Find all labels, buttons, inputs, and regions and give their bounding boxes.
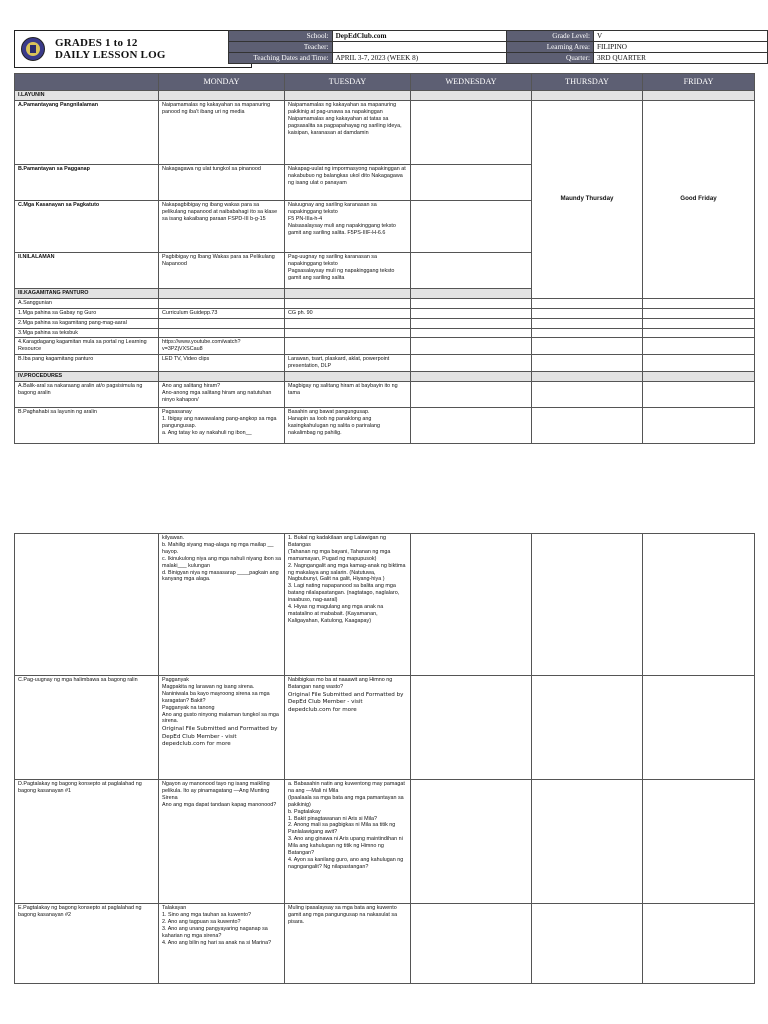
header-info-table bbox=[228, 30, 768, 64]
cell-wednesday bbox=[411, 200, 532, 252]
row-pamantayang-pangnilalaman bbox=[15, 100, 755, 164]
cell-tuesday: Basahin ang bawat pangungusap. Hanapin sa loob ng panaklong ang kasingkahulugan ng salita o pariralang nakalimbag ng pahilig. bbox=[285, 407, 411, 443]
dates-value: APRIL 3-7, 2023 (WEEK 8) bbox=[332, 53, 506, 64]
cell-wednesday bbox=[411, 164, 532, 200]
cell-tuesday: Naipamamalas ng kakayahan sa mapanuring pakikinig at pag-unawa sa napakinggan Naipamamalas ang kakayahan at tatas sa pagsasalita sa pagpapahayag ng sariling ideya, kaisipan, karanasan at damdamin bbox=[285, 100, 411, 164]
row-pagtalakay-2 bbox=[15, 904, 755, 984]
row-teksbuk: 3.Mga pahina sa teksbuk bbox=[15, 328, 755, 338]
row-paghahabi-continued bbox=[15, 534, 755, 676]
row-sanggunian: A.Sanggunian bbox=[15, 298, 755, 308]
area-label: Learning Area: bbox=[506, 42, 593, 53]
row-label: E.Pagtalakay ng bagong konsepto at paglalahad ng bagong kasanayan #2 bbox=[15, 904, 159, 984]
row-label: A.Pamantayang Pangnilalaman bbox=[15, 100, 159, 164]
corner-cell bbox=[15, 74, 159, 91]
day-monday: MONDAY bbox=[159, 74, 285, 91]
row-pag-uugnay bbox=[15, 676, 755, 780]
cell-tuesday: Muling ipasalaysay sa mga bata ang kuwento gamit ang mga pangungusap na nakasulat sa pisara. bbox=[285, 904, 411, 984]
row-label: B.Pamantayan sa Pagganap bbox=[15, 164, 159, 200]
cell-monday: Talakayan 1. Sino ang mga tauhan sa kuwento? 2. Ano ang tagpuan sa kuwento? 3. Ano ang unang pangyayaring naganap sa kaharian ng mga sirena? 4. Ano ang bilin ng hari sa anak na si Marina? bbox=[159, 904, 285, 984]
dates-label: Teaching Dates and Time: bbox=[229, 53, 333, 64]
cell-tuesday: Nakapag-uulat ng impormasyong napakinggan at nakabubuo ng balangkas ukol dito Nakagagawa ng isang ulat o panayam bbox=[285, 164, 411, 200]
row-balik-aral: A.Balik-aral sa nakaraang aralin at/o pagsisimula ng bagong aralin Ano ang salitang hiram? Ano-anong mga salitang hiram ang natutuhan ninyo kahapon/ Magbigay ng salitang hiram at baybayin ito ng tama bbox=[15, 381, 755, 407]
lesson-log-page-1 bbox=[0, 0, 768, 488]
row-label bbox=[15, 534, 159, 676]
day-tuesday: TUESDAY bbox=[285, 74, 411, 91]
quarter-value: 3RD QUARTER bbox=[594, 53, 768, 64]
row-pagtalakay-1 bbox=[15, 780, 755, 904]
area-value: FILIPINO bbox=[594, 42, 768, 53]
cell-tuesday: Magbigay ng salitang hiram at baybayin ito ng tama bbox=[285, 381, 411, 407]
youtube-link[interactable]: https://www.youtube.com/watch?v=3PZjVXSCau8 bbox=[159, 338, 285, 355]
section-layunin: I.LAYUNIN bbox=[15, 91, 755, 101]
lesson-table-page-2 bbox=[14, 533, 755, 984]
cell-monday: Pagganyak Magpakita ng larawan ng isang sirena. Naniniwala ba kayo mayroong sirena sa mga karagatan? Bakit? Pagganyak na tanong Ano ang gusto ninyong malaman tungkol sa mga sirena. Original File Submitted and Formatted by DepEd Club Member - visit depedclub.com for more bbox=[159, 676, 285, 780]
cell-wednesday bbox=[411, 100, 532, 164]
grade-label: Grade Level: bbox=[506, 31, 593, 42]
row-label: C.Mga Kasanayan sa Pagkatuto bbox=[15, 200, 159, 252]
row-label: II.NILALAMAN bbox=[15, 252, 159, 288]
cell-monday: Pagbibigay ng Ibang Wakas para sa Pelikulang Napanood bbox=[159, 252, 285, 288]
cell-tuesday: CG ph. 90 bbox=[285, 308, 411, 318]
school-value: DepEdClub.com bbox=[332, 31, 506, 42]
row-label: C.Pag-uugnay ng mga halimbawa sa bagong ralin bbox=[15, 676, 159, 780]
row-kagamitang-pang-mag-aaral: 2.Mga pahina sa kagamitang pang-mag-aaral bbox=[15, 318, 755, 328]
teacher-value bbox=[332, 42, 506, 53]
row-gabay-ng-guro: 1.Mga pahina sa Gabay ng Guro Curriculum Guidepp.73 CG ph. 90 bbox=[15, 308, 755, 318]
day-wednesday: WEDNESDAY bbox=[411, 74, 532, 91]
cell-monday: Ngayon ay manonood tayo ng isang maikling pelikula. Ito ay pinamagatang —Ang Munting Sirena Ano ang mga dapat tandaan kapag manonood? bbox=[159, 780, 285, 904]
cell-wednesday bbox=[411, 252, 532, 288]
lesson-log-page-2 bbox=[0, 488, 768, 1024]
cell-monday: Ano ang salitang hiram? Ano-anong mga salitang hiram ang natutuhan ninyo kahapon/ bbox=[159, 381, 285, 407]
cell-monday: Curriculum Guidepp.73 bbox=[159, 308, 285, 318]
title-line-1: GRADES 1 to 12 bbox=[55, 37, 138, 49]
deped-seal-logo bbox=[21, 37, 45, 61]
day-thursday: THURSDAY bbox=[532, 74, 643, 91]
cell-monday: kilyawan. b. Mahilig siyang mag-alaga ng mga mailap __ hayop. c. Ikinukulong niya ang mga nahuli niyang ibon sa malaki___ kulungan d. Binigyan niya ng masasarap ____pagkain ang kanyang mga alaga. bbox=[159, 534, 285, 676]
quarter-label: Quarter: bbox=[506, 53, 593, 64]
cell-tuesday: 1. Bukal ng kadakilaan ang Lalawigan ng Batangas (Tahanan ng mga bayani, Tahanan ng mga mamamayan, Pugad ng mapupusok) 2. Nagngangalit ang mga kamag-anak ng biktima ng makalaya ang salarin. (Natutuwa, Nagbubunyi, Galit na galit, Hiyang-hiya ) 3. Lagi nating napapanood sa balita ang mga batang nilalapastangan. (nagtatago, naglalaro, inaabuso, nag-aaral) 4. Hiyas ng magulang ang mga anak na matatalino at mababait. (Kayamanan, Kaligayahan, Katulong, Kaagapay) bbox=[285, 534, 411, 676]
teacher-label: Teacher: bbox=[229, 42, 333, 53]
cell-tuesday: Nabibigkas mo ba at naaawit ang Himno ng Batangan nang wasto? Original File Submitted and Formatted by DepEd Club Member - visit depedclub.com for more bbox=[285, 676, 411, 780]
thursday-holiday-cell: Maundy Thursday bbox=[532, 100, 643, 298]
cell-monday: Pagsasanay 1. Ibigay ang nawawalang pang-angkop sa mga pangungusap. a. Ang tatay ko ay nakahuli ng ibon__ bbox=[159, 407, 285, 443]
title-line-2: DAILY LESSON LOG bbox=[55, 49, 166, 61]
cell-monday: LED TV, Video clips bbox=[159, 355, 285, 372]
section-procedures: IV.PROCEDURES bbox=[15, 372, 755, 382]
cell-tuesday: Larawan, tsart, plaskard, aklat, powerpoint presentation, DLP bbox=[285, 355, 411, 372]
day-header-row bbox=[15, 74, 755, 91]
cell-monday: Nakagagawa ng ulat tungkol sa pinanood bbox=[159, 164, 285, 200]
row-label: D.Pagtalakay ng bagong konsepto at paglalahad ng bagong kasanayan #1 bbox=[15, 780, 159, 904]
grade-value: V bbox=[594, 31, 768, 42]
cell-monday: Naipamamalas ng kakayahan sa mapanuring panood ng iba't ibang uri ng media bbox=[159, 100, 285, 164]
lesson-table-page-1 bbox=[14, 73, 755, 444]
row-paghahabi: B.Paghahabi sa layunin ng aralin Pagsasanay 1. Ibigay ang nawawalang pang-angkop sa mga pangungusap. a. Ang tatay ko ay nakahuli ng ibon__ Basahin ang bawat pangungusap. Hanapin sa loob ng panaklong ang kasingkahulugan ng salita o pariralang nakalimbag ng pahilig. bbox=[15, 407, 755, 443]
cell-tuesday: a. Babasahin natin ang kuwentong may pamagat na ang —Mali ni Mila (Ipaalaala sa mga bata ang mga pamantayan sa pakikinig) b. Pagtalakay 1. Bakit pinagtawanan ni Aris si Mila? 2. Anong mali sa pagbigkas ni Mila sa titik ng Panlalawigang awit? 3. Ano ang ginawa ni Aris upang maintindihan ni Mila ang kahulugan ng titik ng Himno ng Batangan? 4. Ayon sa kanilang guro, ano ang kahulugan ng nagngangalit? Ng nilapastangan? bbox=[285, 780, 411, 904]
friday-holiday-cell: Good Friday bbox=[643, 100, 755, 298]
cell-monday: Nakapagbibigay ng ibang wakas para sa pelikulang napanood at naibabahagi ito sa klase sa isang kakaibang paraan FSPD-III b-g-15 bbox=[159, 200, 285, 252]
day-friday: FRIDAY bbox=[643, 74, 755, 91]
cell-tuesday: Pag-uugnay ng sariling karanasan sa napakinggang teksto Pagsasalaysay muli ng napakinggang teksto gamit ang sariling salita bbox=[285, 252, 411, 288]
row-iba-pang-kagamitan: B.Iba pang kagamitang panturo LED TV, Video clips Larawan, tsart, plaskard, aklat, powerpoint presentation, DLP bbox=[15, 355, 755, 372]
section-kagamitang-panturo: III.KAGAMITANG PANTURO bbox=[15, 288, 755, 298]
cell-tuesday: Naiuugnay ang sariling karanasan sa napakinggang teksto F5 PN-IIIa-h-4 Naisasalaysay muli ang napakinggang teksto gamit ang sariling salita. F5PS-IIIF-H-6.6 bbox=[285, 200, 411, 252]
watermark-text: Original File Submitted and Formatted by DepEd Club Member - visit depedclub.com for more bbox=[288, 691, 404, 713]
row-karagdagang-kagamitan: 4.Karagdagang kagamitan mula sa portal ng Learning Resource https://www.youtube.com/watch?v=3PZjVXSCau8 bbox=[15, 338, 755, 355]
watermark-text: Original File Submitted and Formatted by DepEd Club Member - visit depedclub.com for more bbox=[162, 726, 278, 748]
document-header-title bbox=[14, 30, 252, 68]
school-label: School: bbox=[229, 31, 333, 42]
